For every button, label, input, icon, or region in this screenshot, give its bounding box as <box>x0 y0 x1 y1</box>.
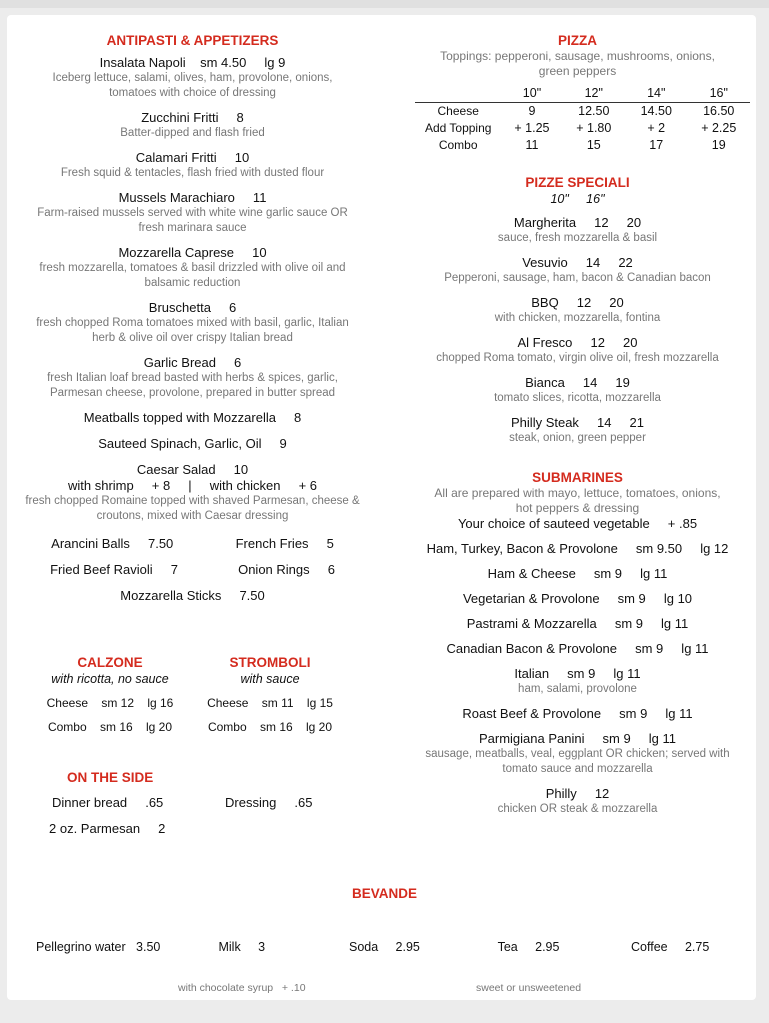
item-name: Fried Beef Ravioli 7 <box>50 562 178 577</box>
item-desc: chopped Roma tomato, virgin olive oil, fresh mozzarella <box>436 352 719 364</box>
item-name: Mozzarella Caprese 10 <box>118 245 267 260</box>
row-label: Cheese <box>437 104 479 118</box>
menu-item <box>405 295 750 326</box>
item-desc: sweet or unsweetened <box>476 982 582 994</box>
menu-item <box>405 731 750 777</box>
item-name: Coffee 2.75 <box>631 940 710 954</box>
calzone-section <box>30 654 190 735</box>
price-cell: + 2.25 <box>701 121 737 135</box>
item-name: 2 oz. Parmesan 2 <box>49 821 166 836</box>
menu-item <box>20 300 365 346</box>
bevande-row <box>0 912 769 994</box>
pizza-toppings: Toppings: pepperoni, sausage, mushrooms, onions, green peppers <box>440 49 715 78</box>
item-name: Parmigiana Panini sm 9 lg 11 <box>478 731 677 746</box>
item-name: Roast Beef & Provolone sm 9 lg 11 <box>462 706 693 721</box>
item-name: Vesuvio 14 22 <box>522 255 633 270</box>
item-desc: fresh chopped Roma tomatoes mixed with basil, garlic, Italian herb & olive oil over crispy Italian bread <box>36 317 349 344</box>
menu-item <box>20 55 365 101</box>
speciali-heading: PIZZE SPECIALI <box>525 175 630 190</box>
side-heading: ON THE SIDE <box>67 770 154 785</box>
stromboli-sub: with sauce <box>240 672 300 686</box>
item-desc: fresh Italian loaf bread basted with herbs & spices, garlic, Parmesan cheese, provolone, prepared in butter spread <box>47 372 338 399</box>
item-name: Sauteed Spinach, Garlic, Oil 9 <box>98 436 287 451</box>
price-cell: 19 <box>711 138 726 152</box>
item-name: BBQ 12 20 <box>531 295 624 310</box>
menu-item <box>349 912 420 982</box>
menu-item <box>405 666 750 697</box>
stromboli-section <box>190 654 350 735</box>
menu-item <box>405 706 750 722</box>
top-border <box>0 0 769 8</box>
item-name: Bianca 14 19 <box>525 375 630 390</box>
price-cell: 12.50 <box>578 104 610 118</box>
item-desc: fresh mozzarella, tomatoes & basil drizzled with olive oil and balsamic reduction <box>39 262 346 289</box>
item-name: Dressing .65 <box>225 795 313 810</box>
item-name: Garlic Bread 6 <box>143 355 242 370</box>
menu-item <box>476 912 581 1023</box>
item-name: Ham, Turkey, Bacon & Provolone sm 9.50 lg 12 <box>426 541 729 556</box>
item-desc: Pepperoni, sausage, ham, bacon & Canadian bacon <box>444 272 711 284</box>
row-label: Add Topping <box>424 121 492 135</box>
size-header: 14" <box>625 85 687 103</box>
price-cell: 16.50 <box>703 104 735 118</box>
menu-item <box>20 110 365 141</box>
subs-note: All are prepared with mayo, lettuce, tomatoes, onions, hot peppers & dressing <box>434 486 721 515</box>
item-name: Arancini Balls 7.50 <box>51 536 174 551</box>
menu-item <box>20 190 365 236</box>
caesar-salad <box>20 462 365 524</box>
pizza-heading: PIZZA <box>558 33 597 48</box>
size-header: 10" <box>501 85 562 103</box>
item-name: Mussels Marachiaro 11 <box>118 190 267 205</box>
menu-item <box>405 255 750 286</box>
item-name: Bruschetta 6 <box>148 300 237 315</box>
price-cell: + 1.80 <box>576 121 612 135</box>
price-cell: + 2 <box>647 121 666 135</box>
menu-item <box>20 150 365 181</box>
menu-item <box>36 912 160 982</box>
item-desc: with chicken, mozzarella, fontina <box>494 312 661 324</box>
item-desc: steak, onion, green pepper <box>509 432 646 444</box>
subs-veg: Your choice of sauteed vegetable + .85 <box>457 516 698 531</box>
antipasti-heading: ANTIPASTI & APPETIZERS <box>106 33 279 48</box>
price-cell: 9 <box>528 104 536 118</box>
calzone-sub: with ricotta, no sauce <box>51 672 169 686</box>
item-name: Calamari Fritti 10 <box>135 150 250 165</box>
size-header: 12" <box>563 85 625 103</box>
row-label: Combo <box>438 138 478 152</box>
caesar-extras: with shrimp + 8 | with chicken + 6 <box>67 478 318 493</box>
bevande-section <box>0 885 769 994</box>
pair-row <box>20 536 365 552</box>
menu-item <box>405 541 750 557</box>
pair-row <box>20 562 365 578</box>
item-name: Al Fresco 12 20 <box>517 335 638 350</box>
menu-item <box>405 215 750 246</box>
item-name: Margherita 12 20 <box>513 215 642 230</box>
item-name: Dinner bread .65 <box>52 795 164 810</box>
stromboli-heading: STROMBOLI <box>229 655 311 670</box>
price-cell: 17 <box>649 138 664 152</box>
right-column <box>405 32 750 826</box>
item-name: Pastrami & Mozzarella sm 9 lg 11 <box>466 616 689 631</box>
menu-item <box>20 436 365 452</box>
menu-item <box>20 245 365 291</box>
menu-item <box>20 410 365 426</box>
item-name: Zucchini Fritti 8 <box>141 110 244 125</box>
menu-item <box>405 375 750 406</box>
item-name: Mozzarella Sticks 7.50 <box>120 588 265 603</box>
menu-item <box>631 912 709 982</box>
menu-item <box>178 912 306 1023</box>
menu-item <box>405 415 750 446</box>
table-row <box>415 120 750 137</box>
table-row <box>415 85 750 103</box>
item-desc: chicken OR steak & mozzarella <box>497 803 658 815</box>
pizza-price-table <box>415 85 750 154</box>
item-desc: sauce, fresh mozzarella & basil <box>497 232 658 244</box>
menu-item <box>405 566 750 582</box>
item-name: Pellegrino water 3.50 <box>36 940 161 954</box>
menu-item <box>20 355 365 401</box>
item-name: Caesar Salad 10 <box>136 462 249 477</box>
item-desc: Iceberg lettuce, salami, olives, ham, provolone, onions, tomatoes with choice of dressing <box>52 72 333 99</box>
item-name: Philly Steak 14 21 <box>511 415 644 430</box>
bevande-heading: BEVANDE <box>351 886 417 901</box>
item-desc: Batter-dipped and flash fried <box>120 127 265 139</box>
price-cell: 14.50 <box>640 104 672 118</box>
item-name: French Fries 5 <box>235 536 334 551</box>
item-name: Ham & Cheese sm 9 lg 11 <box>487 566 668 581</box>
calzone-row: Combo sm 16 lg 20 <box>47 720 173 734</box>
item-desc: tomato slices, ricotta, mozzarella <box>494 392 661 404</box>
price-cell: 15 <box>586 138 601 152</box>
item-desc: ham, salami, provolone <box>518 683 637 695</box>
item-desc: sausage, meatballs, veal, eggplant OR chicken; served with tomato sauce and mozzarella <box>425 748 730 775</box>
price-cell: 11 <box>525 138 539 152</box>
item-name: Meatballs topped with Mozzarella 8 <box>83 410 302 425</box>
calzone-heading: CALZONE <box>77 655 143 670</box>
item-name: Milk 3 <box>218 940 266 954</box>
menu-item <box>405 591 750 607</box>
stromboli-row: Cheese sm 11 lg 15 <box>207 696 333 710</box>
table-row <box>415 103 750 121</box>
item-desc: with chocolate syrup + .10 <box>178 982 306 994</box>
subs-heading: SUBMARINES <box>532 470 623 485</box>
price-cell: + 1.25 <box>514 121 550 135</box>
item-desc: Farm-raised mussels served with white wine garlic sauce OR fresh marinara sauce <box>37 207 348 234</box>
item-name: Onion Rings 6 <box>238 562 335 577</box>
menu-item <box>405 786 750 817</box>
calzone-row: Cheese sm 12 lg 16 <box>46 696 174 710</box>
menu-item <box>405 616 750 632</box>
item-name: Soda 2.95 <box>349 940 420 954</box>
item-name: Italian sm 9 lg 11 <box>514 666 641 681</box>
size-header: 16" <box>687 85 750 103</box>
item-name: Philly 12 <box>545 786 610 801</box>
item-desc: Fresh squid & tentacles, flash fried with dusted flour <box>60 167 325 179</box>
item-name: Tea 2.95 <box>497 940 560 954</box>
item-desc: fresh chopped Romaine topped with shaved Parmesan, cheese & croutons, mixed with Caesar dressing <box>25 495 360 522</box>
menu-item <box>405 335 750 366</box>
item-name: Insalata Napoli sm 4.50 lg 9 <box>99 55 286 70</box>
speciali-sizes: 10" 16" <box>550 192 605 206</box>
left-column <box>20 32 365 604</box>
item-name: Canadian Bacon & Provolone sm 9 lg 11 <box>446 641 709 656</box>
stromboli-row: Combo sm 16 lg 20 <box>207 720 333 734</box>
item-name: Vegetarian & Provolone sm 9 lg 10 <box>462 591 693 606</box>
table-row <box>415 137 750 154</box>
menu-item <box>405 641 750 657</box>
